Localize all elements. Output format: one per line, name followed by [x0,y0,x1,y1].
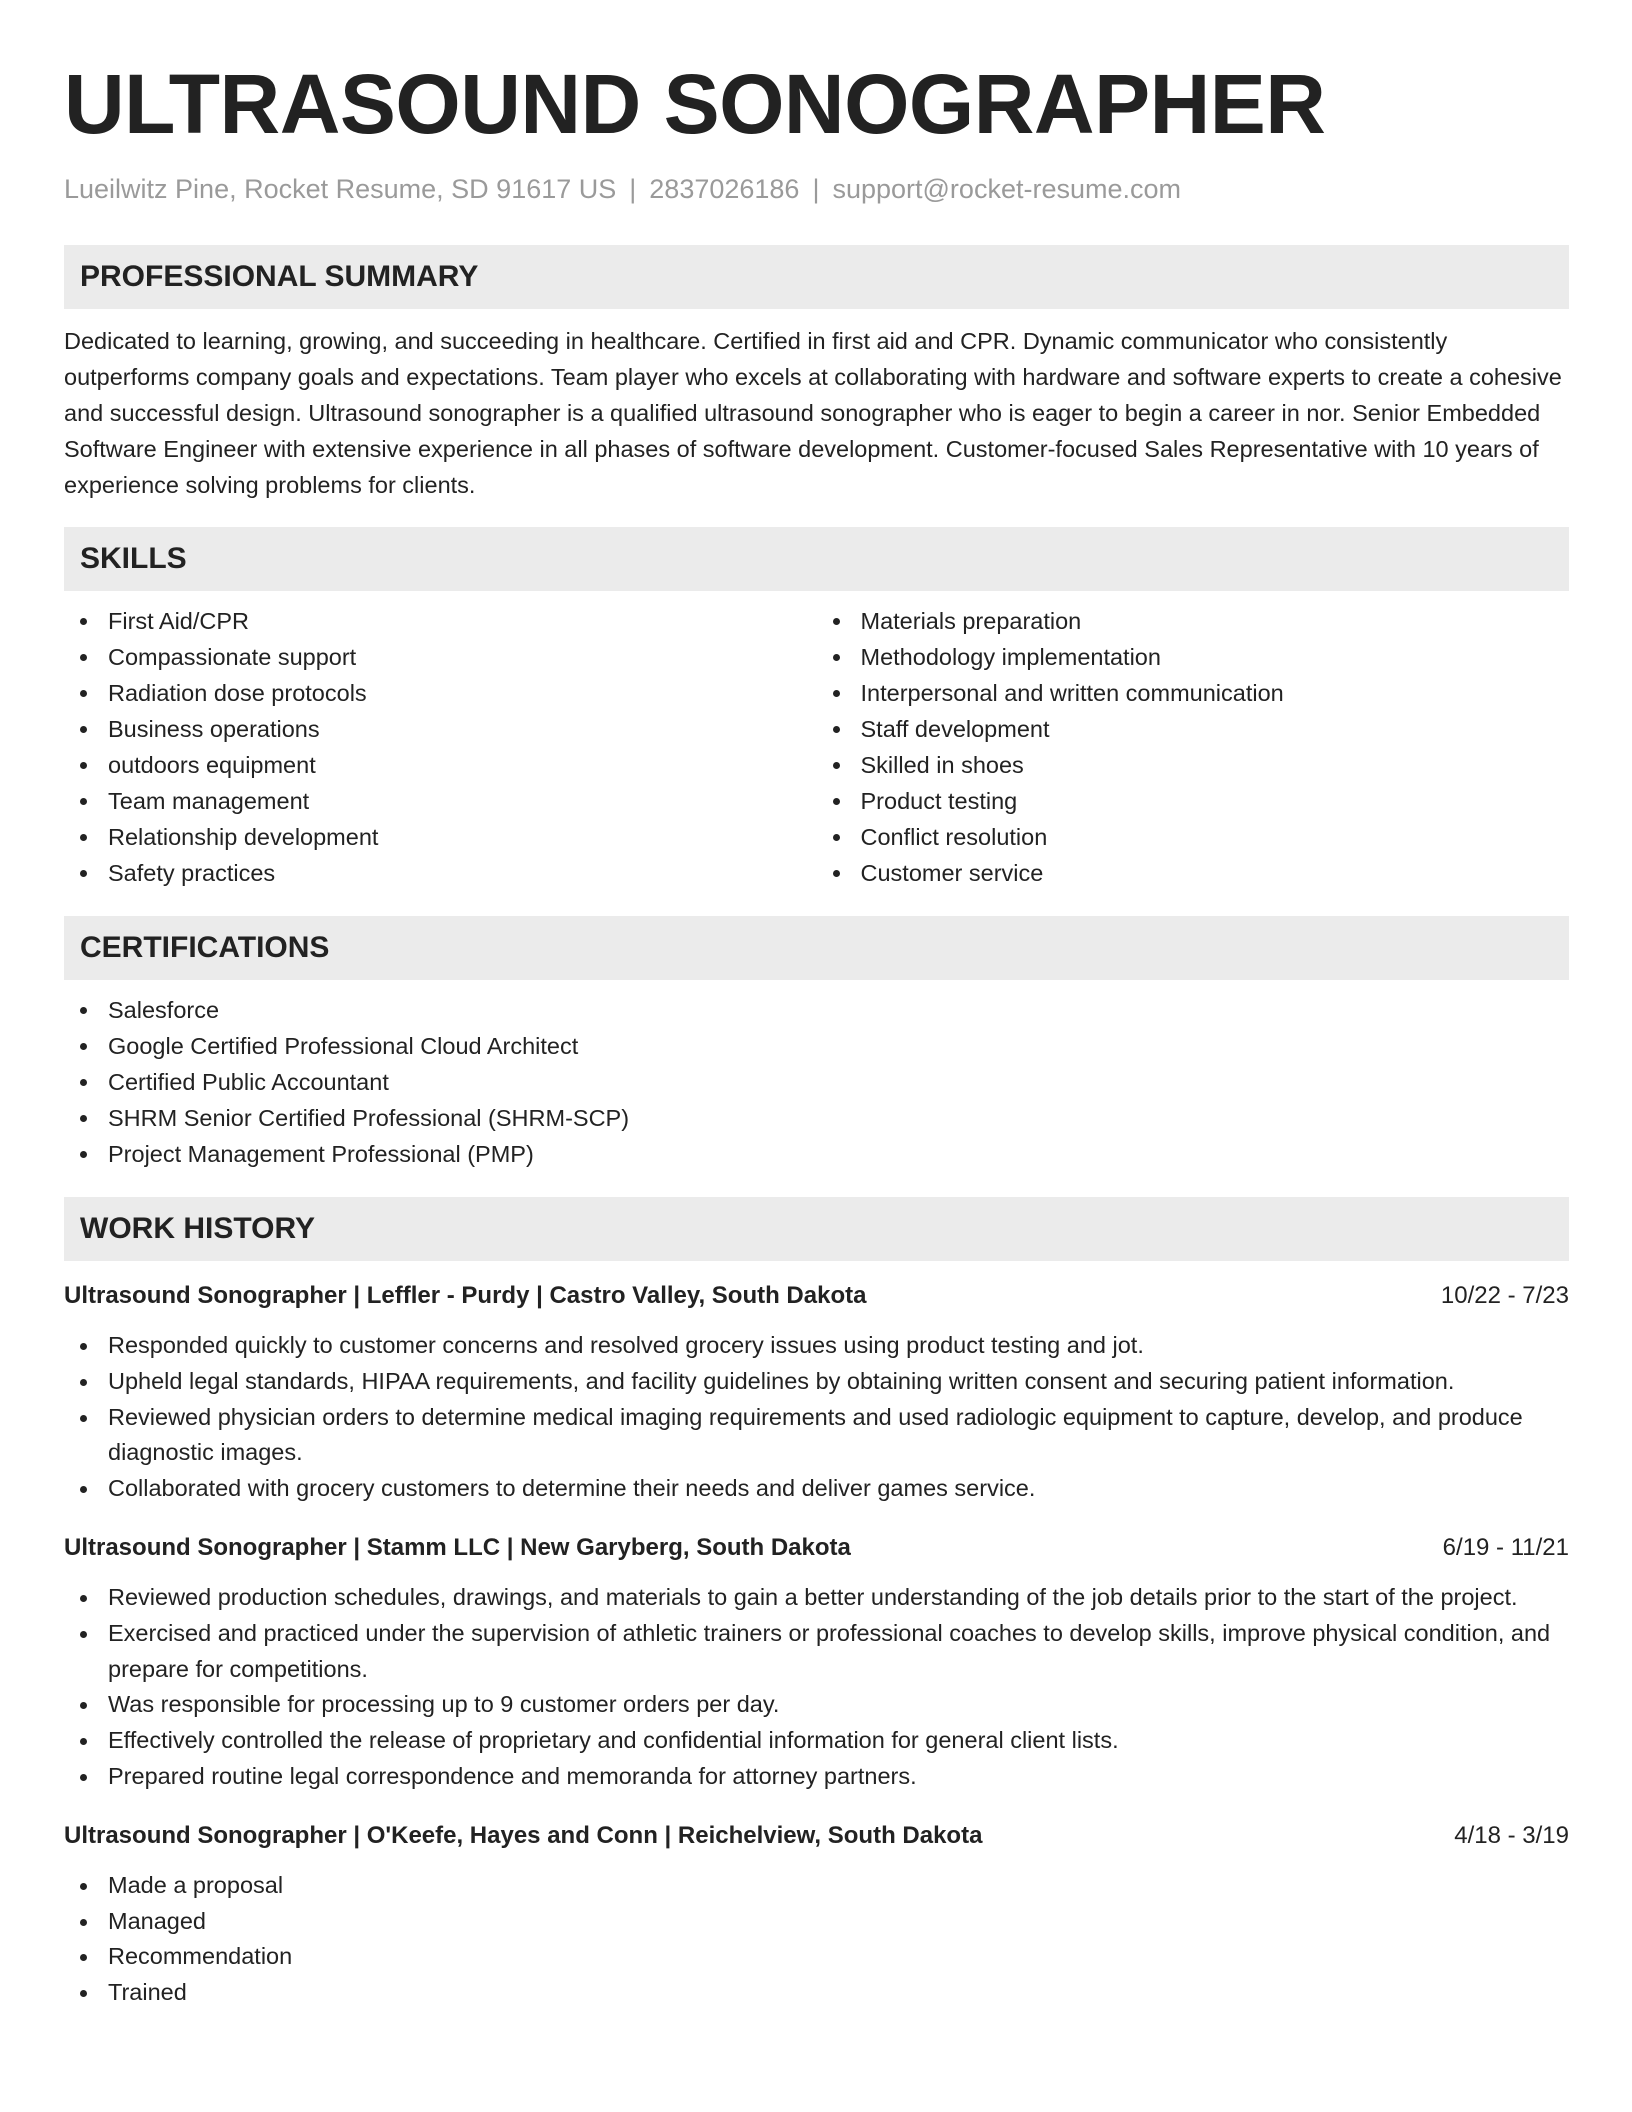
certification-item: SHRM Senior Certified Professional (SHRM-SCP) [64,1100,1569,1136]
summary-section [64,245,1569,503]
job-header [64,1531,1569,1565]
summary-text: Dedicated to learning, growing, and succeeding in healthcare. Certified in first aid and CPR. Dynamic communicator who consistently outperforms company goals and expectations. Team player who excels at collaborating with hardware and software experts to create a cohesive and successful design. Ultrasound sonographer is a qualified ultrasound sonographer who is eager to begin a career in nor. Senior Embedded Software Engineer with extensive experience in all phases of software development. Customer-focused Sales Representative with 10 years of experience solving problems for clients. [64,328,1562,498]
skill-item: Interpersonal and written communication [817,675,1570,711]
job-duty: Reviewed production schedules, drawings, and materials to gain a better understanding of the job details prior to the start of the project. [64,1580,1569,1616]
certifications-heading: CERTIFICATIONS [64,916,1569,980]
job-entry [64,1279,1569,1507]
job-duties [64,1328,1569,1507]
skill-item: outdoors equipment [64,747,817,783]
certification-item: Salesforce [64,992,1569,1028]
skill-item: First Aid/CPR [64,603,817,639]
contact-line [64,172,1569,206]
job-duty: Made a proposal [64,1868,1569,1904]
job-duty: Reviewed physician orders to determine medical imaging requirements and used radiologic equipment to capture, develop, and produce diagnostic images. [64,1400,1569,1472]
skill-item: Customer service [817,855,1570,891]
job-duty: Effectively controlled the release of proprietary and confidential information for general client lists. [64,1723,1569,1759]
job-duty: Responded quickly to customer concerns and resolved grocery issues using product testing and jot. [64,1328,1569,1364]
job-duty: Recommendation [64,1939,1569,1975]
skill-item: Skilled in shoes [817,747,1570,783]
job-duties [64,1868,1569,2011]
certification-item: Project Management Professional (PMP) [64,1136,1569,1172]
skill-item: Methodology implementation [817,639,1570,675]
skill-item: Safety practices [64,855,817,891]
job-duty: Prepared routine legal correspondence and memoranda for attorney partners. [64,1759,1569,1795]
job-duty: Was responsible for processing up to 9 customer orders per day. [64,1687,1569,1723]
skill-item: Product testing [817,783,1570,819]
job-entry [64,1531,1569,1795]
contact-separator: | [812,174,820,204]
skill-item: Staff development [817,711,1570,747]
job-title: Ultrasound Sonographer | O'Keefe, Hayes and Conn | Reichelview, South Dakota [64,1821,983,1849]
skill-item: Compassionate support [64,639,817,675]
job-duty: Collaborated with grocery customers to determine their needs and deliver games service. [64,1471,1569,1507]
job-entry [64,1819,1569,2011]
job-header [64,1819,1569,1853]
summary-heading: PROFESSIONAL SUMMARY [64,245,1569,309]
skills-columns [64,603,1569,891]
job-duty: Upheld legal standards, HIPAA requirements, and facility guidelines by obtaining written consent and securing patient information. [64,1364,1569,1400]
job-duties [64,1580,1569,1795]
skill-item: Business operations [64,711,817,747]
skills-section [64,527,1569,891]
certification-item: Certified Public Accountant [64,1064,1569,1100]
job-dates: 6/19 - 11/21 [1442,1533,1569,1561]
skill-item: Radiation dose protocols [64,675,817,711]
job-title: Ultrasound Sonographer | Stamm LLC | New Garyberg, South Dakota [64,1533,851,1561]
job-header [64,1279,1569,1313]
job-dates: 10/22 - 7/23 [1440,1282,1569,1309]
contact-separator: | [629,174,637,204]
job-dates: 4/18 - 3/19 [1454,1821,1569,1849]
work-history-section [64,1197,1569,2011]
job-title: Ultrasound Sonographer | Leffler - Purdy | Castro Valley, South Dakota [64,1282,867,1309]
skill-item: Materials preparation [817,603,1570,639]
work-history-heading: WORK HISTORY [64,1197,1569,1261]
contact-address: Lueilwitz Pine, Rocket Resume, SD 91617 US [64,174,617,204]
skills-heading: SKILLS [64,527,1569,591]
certification-item: Google Certified Professional Cloud Architect [64,1028,1569,1064]
contact-email: support@rocket-resume.com [832,174,1181,204]
contact-phone: 2837026186 [649,174,800,204]
job-duty: Exercised and practiced under the supervision of athletic trainers or professional coaches to develop skills, improve physical condition, and prepare for competitions. [64,1616,1569,1688]
skill-item: Conflict resolution [817,819,1570,855]
skill-item: Team management [64,783,817,819]
skills-list-right [817,603,1570,891]
skill-item: Relationship development [64,819,817,855]
skills-list-left [64,603,817,891]
job-duty: Trained [64,1975,1569,2011]
job-duty: Managed [64,1904,1569,1940]
certifications-section [64,916,1569,1172]
certifications-list [64,992,1569,1172]
candidate-name: ULTRASOUND SONOGRAPHER [64,57,1326,151]
